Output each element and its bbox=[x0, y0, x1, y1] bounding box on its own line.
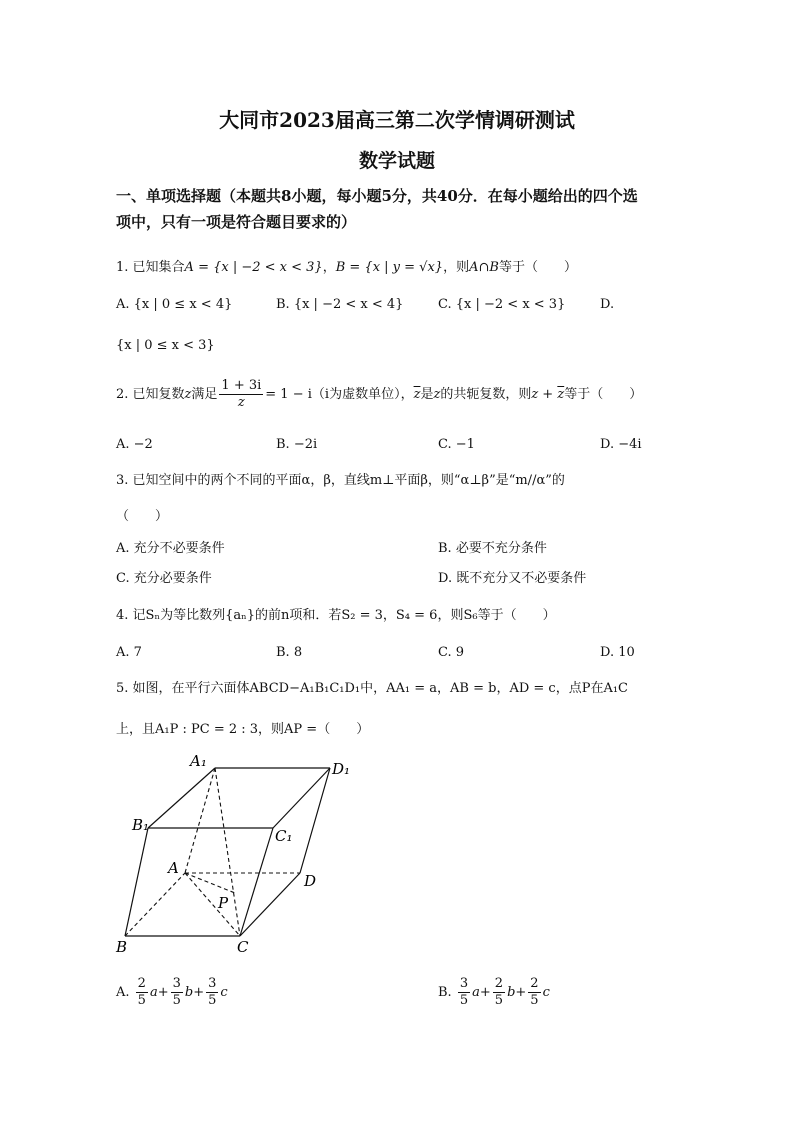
q5b-operator-0: + bbox=[479, 985, 491, 1000]
q1-option-c: C. {x | −2 < x < 3} bbox=[438, 297, 566, 312]
q2-sum-bar: $\overline{z}$ bbox=[557, 387, 565, 402]
q5a-vector-0: a bbox=[149, 985, 158, 1000]
q2-option-c: C. −1 bbox=[438, 437, 475, 452]
q5b-fraction-1 bbox=[493, 976, 505, 1009]
q2-z2: z bbox=[433, 387, 441, 402]
parallelepiped-figure bbox=[110, 748, 350, 962]
q5-option-b-expression bbox=[456, 976, 550, 1008]
label-a1: A₁ bbox=[190, 752, 207, 770]
q1-stem-c: 等于（ ） bbox=[498, 260, 577, 275]
q2-sum: z + bbox=[531, 387, 558, 402]
q1-expr: A∩B bbox=[469, 260, 499, 275]
parallelepiped-diagram bbox=[110, 748, 350, 958]
q1-set-b: B = {x | y = √x} bbox=[335, 260, 444, 275]
label-b: B bbox=[116, 938, 128, 956]
q5b-vector-0: a bbox=[472, 985, 480, 1000]
q5-option-a bbox=[116, 976, 228, 1009]
q5b-numerator-2: 2 bbox=[530, 976, 539, 991]
q1-stem-b: ，则 bbox=[443, 260, 470, 275]
q5a-numerator-0: 2 bbox=[137, 976, 146, 991]
q5-option-b bbox=[438, 976, 550, 1009]
q5-option-a-label: A. bbox=[116, 985, 130, 1000]
q5a-denominator-2: 5 bbox=[208, 993, 217, 1008]
q5-option-a-expression bbox=[134, 976, 228, 1008]
label-c1: C₁ bbox=[275, 827, 293, 845]
q5a-vector-2: c bbox=[220, 985, 228, 1000]
q2-z: z bbox=[184, 387, 192, 402]
q1-set-a: A = {x | −2 < x < 3} bbox=[184, 260, 323, 275]
q3-option-a: A. 充分不必要条件 bbox=[116, 541, 225, 556]
q5a-denominator-1: 5 bbox=[172, 993, 181, 1008]
question-1-stem bbox=[116, 258, 577, 278]
q1-stem-a: 1. 已知集合 bbox=[116, 260, 185, 275]
q2-frac-den: z bbox=[237, 395, 245, 410]
q2-stem-e: 的共轭复数，则 bbox=[440, 387, 532, 402]
edge-b-a-hidden bbox=[125, 873, 185, 936]
label-b1: B₁ bbox=[132, 816, 150, 834]
section-heading-line2: 项中，只有一项是符合题目要求的） bbox=[116, 213, 357, 231]
q4-option-c: C. 9 bbox=[438, 645, 465, 660]
q1-option-d-label: D. bbox=[600, 297, 615, 312]
section-heading-line1: 一、单项选择题（本题共8小题，每小题5分，共40分．在每小题给出的四个选 bbox=[116, 187, 638, 205]
q1-option-d-value: {x | 0 ≤ x < 3} bbox=[116, 338, 215, 353]
q5a-numerator-2: 3 bbox=[208, 976, 217, 991]
q4-option-a: A. 7 bbox=[116, 645, 142, 660]
q1-comma: ， bbox=[322, 260, 336, 275]
q2-stem-a: 2. 已知复数 bbox=[116, 387, 185, 402]
q2-stem-d: 是 bbox=[420, 387, 434, 402]
question-5-stem-line1: 5. 如图，在平行六面体ABCD−A₁B₁C₁D₁中，AA₁ = a，AB = b，AD = c，点P在A₁C bbox=[116, 681, 628, 696]
q5b-denominator-0: 5 bbox=[459, 993, 469, 1008]
q2-stem-f: 等于（ ） bbox=[564, 387, 643, 402]
question-5-stem-line2: 上，且A₁P : PC = 2 : 3，则AP =（ ） bbox=[116, 722, 370, 737]
q2-stem-b: 满足 bbox=[191, 387, 218, 402]
q3-option-d: D. 既不充分又不必要条件 bbox=[438, 571, 587, 586]
label-c: C bbox=[237, 938, 249, 956]
q5a-operator-1: + bbox=[193, 985, 205, 1000]
q2-option-a: A. −2 bbox=[116, 437, 153, 452]
q5b-denominator-2: 5 bbox=[530, 993, 539, 1008]
q2-option-d: D. −4i bbox=[600, 437, 642, 452]
q5a-vector-1: b bbox=[184, 985, 194, 1000]
q5a-denominator-0: 5 bbox=[137, 993, 146, 1008]
q5b-operator-1: + bbox=[515, 985, 527, 1000]
q2-zbar: $\overline{z}$ bbox=[413, 387, 421, 402]
label-d: D bbox=[304, 872, 317, 890]
question-4-stem: 4. 记Sₙ为等比数列{aₙ}的前n项和．若S₂ = 3，S₄ = 6，则S₆等于（ ） bbox=[116, 608, 556, 623]
q5-option-b-label: B. bbox=[438, 985, 452, 1000]
q3-option-b: B. 必要不充分条件 bbox=[438, 541, 547, 556]
q2-fraction bbox=[219, 378, 263, 411]
q1-option-a: A. {x | 0 ≤ x < 4} bbox=[116, 297, 233, 312]
q3-option-c: C. 充分必要条件 bbox=[116, 571, 212, 586]
exam-subtitle: 数学试题 bbox=[358, 150, 435, 172]
edge-a1-b1 bbox=[148, 768, 215, 828]
q1-option-b: B. {x | −2 < x < 4} bbox=[276, 297, 404, 312]
q5b-vector-2: c bbox=[542, 985, 550, 1000]
q5a-fraction-2 bbox=[206, 976, 218, 1009]
edge-b1-b bbox=[125, 828, 148, 936]
question-2-stem bbox=[116, 378, 642, 411]
edge-a1-a-hidden bbox=[185, 768, 215, 873]
q5a-operator-0: + bbox=[157, 985, 169, 1000]
question-3-stem-line2: （ ） bbox=[116, 509, 169, 524]
edge-c1-c bbox=[240, 828, 273, 936]
q5b-numerator-1: 2 bbox=[494, 976, 504, 991]
q2-rhs: = 1 − i bbox=[265, 387, 312, 402]
label-d1: D₁ bbox=[332, 760, 350, 778]
label-p: P bbox=[218, 894, 229, 912]
segment-a-p bbox=[185, 873, 235, 893]
q5a-numerator-1: 3 bbox=[172, 976, 181, 991]
question-3-stem-line1: 3. 已知空间中的两个不同的平面α，β，直线m⊥平面β，则“α⊥β”是“m//α”的 bbox=[116, 473, 565, 488]
q5a-fraction-0 bbox=[136, 976, 148, 1009]
q5a-fraction-1 bbox=[171, 976, 183, 1009]
q4-option-b: B. 8 bbox=[276, 645, 303, 660]
q5b-denominator-1: 5 bbox=[494, 993, 504, 1008]
q5b-fraction-2 bbox=[528, 976, 540, 1009]
q5b-vector-1: b bbox=[507, 985, 516, 1000]
q5b-numerator-0: 3 bbox=[459, 976, 469, 991]
exam-title: 大同市2023届高三第二次学情调研测试 bbox=[219, 108, 575, 132]
q2-stem-c: （i为虚数单位）， bbox=[311, 387, 414, 402]
q5b-fraction-0 bbox=[458, 976, 470, 1009]
q2-option-b: B. −2i bbox=[276, 437, 318, 452]
q2-frac-num: 1 + 3i bbox=[221, 378, 262, 393]
label-a: A bbox=[168, 859, 179, 877]
q4-option-d: D. 10 bbox=[600, 645, 635, 660]
